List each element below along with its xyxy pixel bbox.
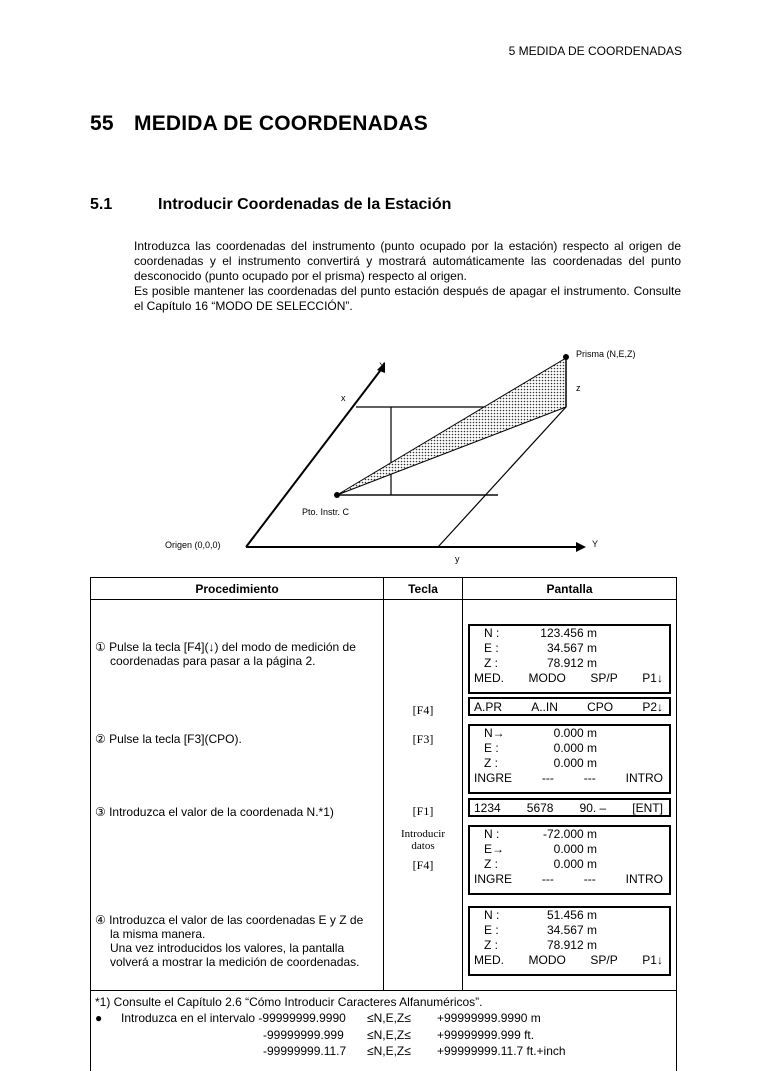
screen-row: E : 34.567 m — [470, 923, 669, 938]
intro-text — [134, 239, 681, 314]
step-2: ② Pulse la tecla [F3](CPO). — [95, 732, 379, 746]
section-title-text: Introducir Coordenadas de la Estación — [158, 196, 451, 213]
screen-row: N : 123.456 m — [470, 626, 669, 641]
step-1 — [95, 640, 379, 668]
key-f3: [F3] — [384, 732, 462, 747]
sight-triangle — [337, 358, 566, 495]
display-column — [463, 600, 677, 991]
screen-coord-page2 — [468, 697, 671, 716]
axis-x-small-label: x — [341, 393, 346, 403]
section-title — [90, 196, 451, 214]
origin-label: Origen (0,0,0) — [165, 540, 221, 550]
step-4 — [95, 913, 379, 969]
axis-Y-label: Y — [592, 539, 598, 549]
step-1-line2: coordenadas para pasar a la página 2. — [95, 654, 379, 668]
key-column — [384, 600, 463, 991]
chapter-title — [90, 112, 428, 136]
procedure-column — [91, 600, 384, 991]
x-axis-line — [246, 367, 383, 547]
y-axis-arrow — [576, 542, 586, 552]
chapter-title-text: MEDIDA DE COORDENADAS — [134, 112, 428, 135]
procedure-table — [90, 577, 677, 1071]
axis-y-small-label: y — [455, 554, 460, 564]
table-header-row — [91, 578, 677, 600]
prism-point — [563, 354, 569, 360]
key-enter-data-line2: datos — [384, 840, 462, 852]
table-body-row — [91, 600, 677, 991]
header-display: Pantalla — [463, 578, 677, 600]
screen-alpha-input — [468, 798, 671, 817]
section-number: 5.1 — [90, 196, 158, 214]
key-enter-data — [384, 828, 462, 852]
running-header: 5 MEDIDA DE COORDENADAS — [0, 44, 682, 58]
notes-cell — [91, 991, 677, 1071]
screen-fkey-row: MED. MODO SP/P P1↓ — [470, 671, 669, 686]
note-range-3: -99999999.11.7 ≤N,E,Z≤ +99999999.11.7 ft.+inch — [95, 1044, 566, 1059]
screen-fkey-row: 1234 5678 90. – [ENT] — [474, 801, 663, 815]
screen-row: E : 0.000 m — [470, 741, 669, 756]
screen-fkey-row: INGRE --- --- INTRO — [470, 771, 669, 786]
key-enter-data-line1: Introducir — [384, 828, 462, 840]
prism-label: Prisma (N,E,Z) — [576, 349, 636, 359]
screen-row: E→ 0.000 m — [470, 842, 669, 857]
header-procedure: Procedimiento — [91, 578, 384, 600]
note-range-1: ● Introduzca en el intervalo -99999999.9990 ≤N,E,Z≤ +99999999.9990 m — [95, 1011, 541, 1026]
screen-row: E : 34.567 m — [470, 641, 669, 656]
step-4-line4: volverá a mostrar la medición de coordenadas. — [95, 955, 379, 969]
z-label: z — [576, 383, 581, 393]
screen-row: N→ 0.000 m — [470, 726, 669, 741]
screen-fkey-row: INGRE --- --- INTRO — [470, 872, 669, 887]
notes-row — [91, 991, 677, 1071]
intro-paragraph-1: Introduzca las coordenadas del instrumento (punto ocupado por la estación) respecto al origen de coordenadas y el instrumento convertirá y mostrará automáticamente las coordenadas del punto desconocido (punto ocupado por el prisma) respecto al origen. — [134, 239, 681, 284]
screen-station-input — [468, 724, 671, 794]
key-f4-second: [F4] — [384, 858, 462, 873]
key-f1: [F1] — [384, 804, 462, 819]
note-1: *1) Consulte el Capítulo 2.6 “Cómo Introducir Caracteres Alfanuméricos”. — [95, 995, 483, 1010]
step-1-line1: ① Pulse la tecla [F4](↓) del modo de medición de — [95, 640, 356, 654]
step-4-line3: Una vez introducidos los valores, la pantalla — [95, 941, 379, 955]
axis-X-label: X — [379, 361, 385, 371]
header-key: Tecla — [384, 578, 463, 600]
coordinate-diagram — [88, 340, 688, 570]
note-range-2: -99999999.999 ≤N,E,Z≤ +99999999.999 ft. — [95, 1028, 534, 1043]
chapter-number: 55 — [90, 112, 134, 136]
screen-coord-result — [468, 906, 671, 976]
screen-coord-page1 — [468, 624, 671, 694]
screen-n-entered — [468, 825, 671, 895]
screen-fkey-row: A.PR A..IN CPO P2↓ — [474, 700, 663, 714]
screen-row: Z : 0.000 m — [470, 756, 669, 771]
screen-row: Z : 78.912 m — [470, 938, 669, 953]
key-f4: [F4] — [384, 703, 462, 718]
instrument-point — [334, 492, 340, 498]
instrument-label: Pto. Instr. C — [302, 507, 350, 517]
step-4-line2: la misma manera. — [95, 927, 379, 941]
screen-row: Z : 78.912 m — [470, 656, 669, 671]
screen-row: N : -72.000 m — [470, 827, 669, 842]
intro-paragraph-2: Es posible mantener las coordenadas del punto estación después de apagar el instrumento. Consulte el Capítulo 16 “MODO DE SELECCIÓN”. — [134, 284, 681, 314]
step-3: ③ Introduzca el valor de la coordenada N.*1) — [95, 805, 379, 819]
step-4-line1: ④ Introduzca el valor de las coordenadas E y Z de — [95, 913, 363, 927]
screen-row: Z : 0.000 m — [470, 857, 669, 872]
screen-row: N : 51.456 m — [470, 908, 669, 923]
screen-fkey-row: MED. MODO SP/P P1↓ — [470, 953, 669, 968]
